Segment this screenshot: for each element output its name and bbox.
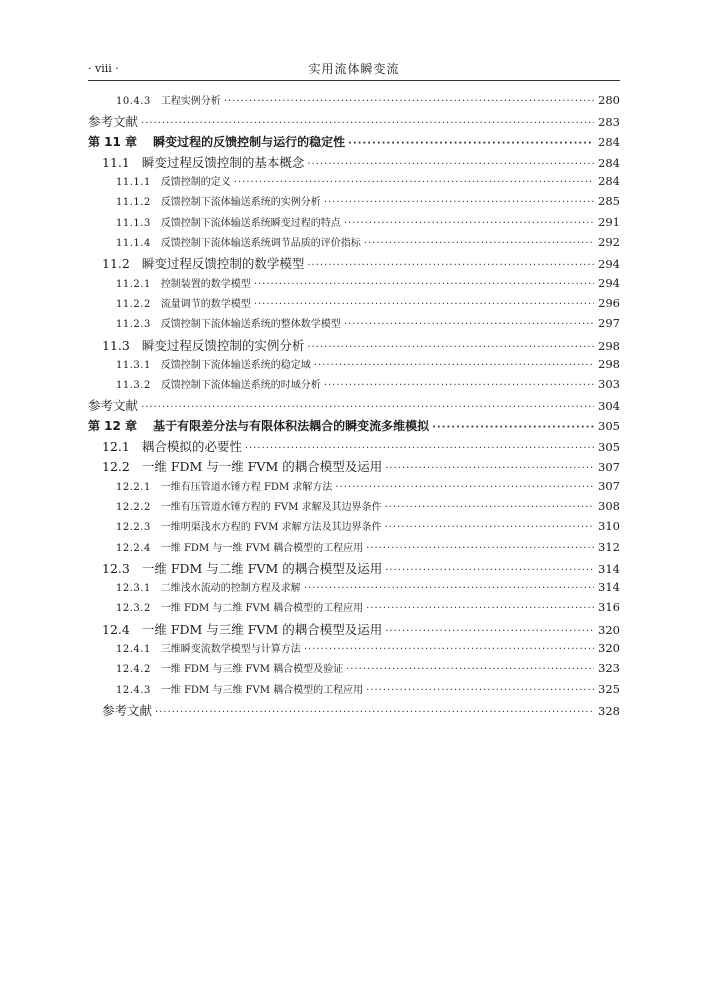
dot-leader (141, 402, 594, 413)
toc-entry-sub[interactable] (88, 315, 620, 335)
toc-entry-title: 瞬变过程反馈控制的数学模型 (141, 256, 305, 272)
dot-leader (348, 138, 594, 149)
toc-entry-sub[interactable] (88, 356, 620, 376)
dot-leader (224, 96, 594, 107)
toc-entry-chapter[interactable] (88, 417, 620, 437)
toc-entry-number: 12.4.2 (116, 664, 151, 676)
toc-entry-page: 307 (598, 460, 620, 475)
dot-leader (324, 197, 594, 208)
toc-entry-title: 三维瞬变流数学模型与计算方法 (160, 644, 301, 656)
toc-entry-title: 反馈控制的定义 (160, 177, 231, 189)
table-of-contents (88, 92, 620, 721)
toc-entry-number: 12.2.4 (116, 542, 151, 554)
toc-entry-page: 323 (598, 661, 620, 676)
dot-leader (304, 644, 594, 655)
toc-entry-sub[interactable] (88, 681, 620, 701)
toc-entry-number: 11.1.3 (116, 217, 151, 229)
dot-leader (254, 299, 594, 310)
toc-entry-page: 308 (598, 498, 620, 513)
toc-entry-title: 瞬变过程反馈控制的实例分析 (141, 337, 305, 353)
dot-leader (432, 422, 594, 433)
toc-entry-title: 一维 FDM 与三维 FVM 的耦合模型及运用 (141, 621, 383, 637)
toc-entry-page: 280 (598, 93, 620, 107)
toc-entry-sub[interactable] (88, 518, 620, 538)
toc-entry-ref[interactable] (88, 701, 620, 721)
toc-entry-title: 一维 FDM 与三维 FVM 耦合模型及验证 (160, 664, 344, 676)
toc-entry-page: 284 (598, 134, 620, 149)
toc-entry-section[interactable] (88, 559, 620, 579)
toc-entry-number: 12.2 (102, 459, 130, 475)
toc-entry-page: 283 (598, 115, 620, 130)
toc-entry-title: 一维 FDM 与二维 FVM 耦合模型的工程应用 (160, 603, 364, 615)
toc-entry-number: 12.2.2 (116, 501, 151, 513)
toc-entry-title: 瞬变过程的反馈控制与运行的稳定性 (153, 134, 346, 149)
toc-entry-page: 328 (598, 703, 620, 718)
toc-entry-page: 314 (598, 561, 620, 576)
toc-entry-title: 反馈控制下流体输送系统的整体数学模型 (160, 319, 341, 331)
toc-entry-page: 312 (598, 539, 620, 554)
dot-leader (385, 463, 594, 474)
toc-entry-sub[interactable] (88, 660, 620, 680)
toc-entry-sub[interactable] (88, 599, 620, 619)
toc-entry-title: 一维 FDM 与二维 FVM 的耦合模型及运用 (141, 560, 383, 576)
toc-entry-page: 314 (598, 580, 620, 595)
dot-leader (385, 502, 594, 513)
toc-entry-sub[interactable] (88, 214, 620, 234)
toc-entry-number: 12.2.3 (116, 522, 151, 534)
toc-entry-page: 325 (598, 681, 620, 696)
header-rule (88, 80, 620, 81)
page-number: · viii · (88, 62, 119, 75)
toc-entry-title: 流量调节的数学模型 (160, 298, 251, 310)
toc-entry-section[interactable] (88, 437, 620, 457)
toc-entry-sub[interactable] (88, 579, 620, 599)
toc-entry-title: 基于有限差分法与有限体积法耦合的瞬变流多维模拟 (153, 418, 430, 433)
toc-entry-title: 一维有压管道水锤方程的 FVM 求解及其边界条件 (160, 501, 382, 513)
toc-entry-sub[interactable] (88, 173, 620, 193)
dot-leader (344, 218, 594, 229)
dot-leader (307, 159, 594, 170)
toc-entry-number: 11.1.4 (116, 238, 151, 250)
toc-entry-number: 第 11 章 (88, 134, 138, 149)
toc-entry-sub[interactable] (88, 539, 620, 559)
dot-leader (366, 543, 594, 554)
toc-entry-sub[interactable] (88, 275, 620, 295)
toc-entry-page: 297 (598, 316, 620, 331)
dot-leader (307, 342, 594, 353)
toc-entry-number: 12.2.1 (116, 481, 151, 493)
toc-entry-title: 一维 FDM 与三维 FVM 耦合模型的工程应用 (160, 684, 364, 696)
toc-entry-page: 320 (598, 641, 620, 656)
toc-entry-page: 307 (598, 478, 620, 493)
toc-entry-title: 瞬变过程反馈控制的基本概念 (141, 154, 305, 170)
toc-entry-sub[interactable] (88, 498, 620, 518)
toc-entry-section[interactable] (88, 254, 620, 274)
toc-entry-number: 11.1 (102, 154, 130, 170)
toc-entry-number: 11.3.1 (116, 359, 151, 371)
toc-entry-title: 参考文献 (88, 114, 139, 130)
toc-entry-page: 292 (598, 235, 620, 250)
toc-entry-number: 11.2 (102, 256, 130, 272)
toc-entry-sub[interactable] (88, 295, 620, 315)
dot-leader (344, 319, 594, 330)
toc-entry-title: 反馈控制下流体输送系统调节品质的评价指标 (160, 238, 361, 250)
toc-entry-page: 298 (598, 356, 620, 371)
dot-leader (304, 583, 594, 594)
toc-entry-section[interactable] (88, 153, 620, 173)
toc-entry-number: 12.1 (102, 439, 130, 455)
toc-entry-title: 参考文献 (102, 702, 153, 718)
toc-entry-number: 11.2.1 (116, 278, 151, 290)
toc-entry-sub[interactable] (88, 193, 620, 213)
toc-entry-title: 反馈控制下流体输送系统的实例分析 (160, 197, 321, 209)
toc-entry-page: 294 (598, 275, 620, 290)
toc-entry-page: 298 (598, 338, 620, 353)
toc-entry-page: 310 (598, 519, 620, 534)
toc-entry-number: 11.2.2 (116, 298, 151, 310)
toc-entry-title: 二维浅水流动的控制方程及求解 (160, 583, 301, 595)
dot-leader (385, 565, 594, 576)
toc-entry-page: 291 (598, 214, 620, 229)
dot-leader (307, 260, 594, 271)
toc-entry-title: 一维有压管道水锤方程 FDM 求解方法 (160, 481, 333, 493)
toc-entry-sub[interactable] (88, 640, 620, 660)
toc-entry-title: 一维 FDM 与一维 FVM 的耦合模型及运用 (141, 459, 383, 475)
toc-entry-section[interactable] (88, 620, 620, 640)
toc-entry-title: 参考文献 (88, 398, 139, 414)
dot-leader (366, 685, 594, 696)
toc-entry-page: 285 (598, 194, 620, 209)
toc-entry-number: 11.1.1 (116, 177, 151, 189)
toc-entry-page: 305 (598, 418, 620, 433)
toc-entry-page: 296 (598, 295, 620, 310)
toc-entry-page: 303 (598, 377, 620, 392)
toc-entry-number: 12.4.3 (116, 684, 151, 696)
toc-entry-title: 一维 FDM 与一维 FVM 耦合模型的工程应用 (160, 542, 364, 554)
toc-entry-sub[interactable] (88, 478, 620, 498)
dot-leader (314, 360, 594, 371)
dot-leader (346, 664, 594, 675)
toc-entry-title: 反馈控制下流体输送系统的时域分析 (160, 380, 321, 392)
toc-entry-number: 第 12 章 (88, 418, 138, 433)
toc-entry-number: 11.3.2 (116, 380, 151, 392)
toc-entry-ref[interactable] (88, 112, 620, 132)
toc-entry-number: 12.4.1 (116, 644, 151, 656)
toc-entry-number: 11.3 (102, 337, 130, 353)
dot-leader (335, 482, 594, 493)
toc-entry-sub[interactable] (88, 92, 620, 112)
dot-leader (245, 443, 594, 454)
dot-leader (234, 177, 594, 188)
toc-entry-title: 耦合模拟的必要性 (141, 439, 242, 455)
dot-leader (366, 603, 594, 614)
toc-entry-sub[interactable] (88, 234, 620, 254)
dot-leader (364, 238, 594, 249)
dot-leader (385, 626, 594, 637)
toc-entry-number: 12.4 (102, 621, 130, 637)
toc-entry-section[interactable] (88, 457, 620, 477)
toc-entry-page: 304 (598, 399, 620, 414)
dot-leader (254, 279, 594, 290)
toc-entry-page: 316 (598, 600, 620, 615)
toc-entry-page: 305 (598, 440, 620, 455)
toc-entry-number: 11.2.3 (116, 319, 151, 331)
dot-leader (385, 522, 594, 533)
toc-entry-number: 10.4.3 (116, 96, 151, 107)
toc-entry-number: 12.3.2 (116, 603, 151, 615)
toc-entry-title: 工程实例分析 (160, 96, 221, 107)
toc-entry-page: 294 (598, 257, 620, 272)
running-title: 实用流体瞬变流 (308, 62, 400, 76)
toc-entry-title: 控制装置的数学模型 (160, 278, 251, 290)
toc-entry-title: 反馈控制下流体输送系统的稳定域 (160, 359, 311, 371)
dot-leader (141, 118, 594, 129)
page-header (88, 58, 620, 80)
dot-leader (324, 380, 594, 391)
toc-entry-number: 12.3.1 (116, 583, 151, 595)
toc-entry-chapter[interactable] (88, 133, 620, 153)
toc-entry-page: 284 (598, 155, 620, 170)
toc-entry-ref[interactable] (88, 396, 620, 416)
toc-entry-number: 12.3 (102, 560, 130, 576)
toc-entry-title: 反馈控制下流体输送系统瞬变过程的特点 (160, 217, 341, 229)
toc-entry-sub[interactable] (88, 376, 620, 396)
dot-leader (155, 707, 594, 718)
toc-entry-page: 284 (598, 174, 620, 189)
toc-entry-number: 11.1.2 (116, 197, 151, 209)
toc-entry-title: 一维明渠浅水方程的 FVM 求解方法及其边界条件 (160, 522, 382, 534)
toc-entry-section[interactable] (88, 336, 620, 356)
toc-entry-page: 320 (598, 622, 620, 637)
